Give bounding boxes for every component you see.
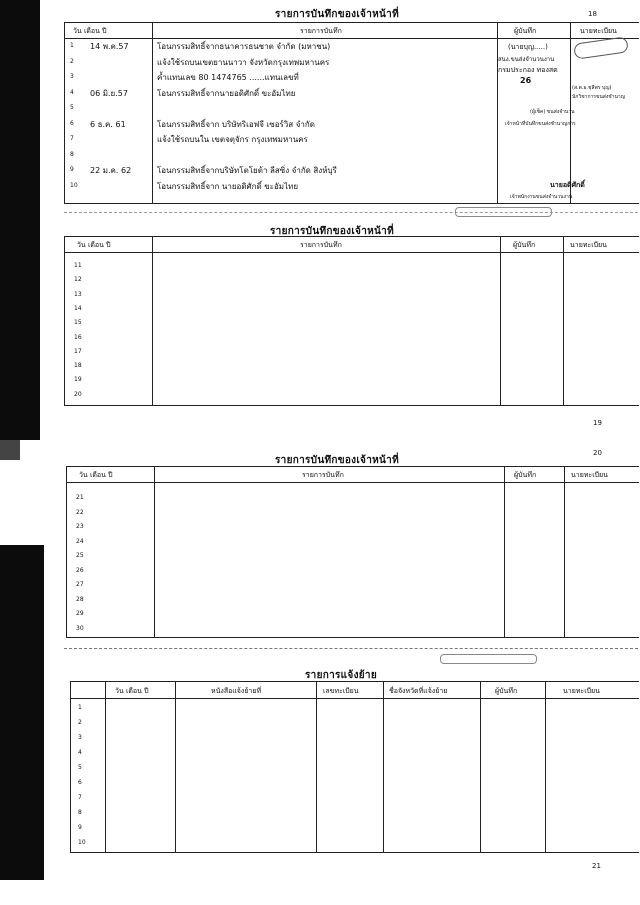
registrar-note-4: เจ้าหน้าที่บันทึกขนส่งชำนาญการ: [505, 121, 576, 127]
page1-row-text: โอนกรรมสิทธิ์จากบริษัทโตโยต้า ลีสซิ่ง จำกัด สิงห์บุรี: [157, 166, 337, 175]
page3-row-number: 28: [76, 595, 84, 603]
page4-col-regno: เลขทะเบียน: [323, 687, 359, 695]
page2-col-recorder: ผู้บันทึก: [513, 241, 536, 249]
recorder-note-3: กรมประกอง ทองสด: [498, 66, 558, 74]
page1-row-number: 10: [70, 181, 78, 189]
page1-row-date: 6 ธ.ค. 61: [90, 119, 126, 129]
page3-col-recorder: ผู้บันทึก: [514, 471, 537, 479]
page1-row-date: 22 ม.ค. 62: [90, 166, 132, 175]
page3-col-record: รายการบันทึก: [302, 471, 344, 479]
page2-row-number: 17: [74, 347, 82, 355]
page2-row-number: 14: [74, 304, 82, 312]
page2-row-number: 11: [74, 262, 82, 269]
recorder-note-1: (นายบุญ.....): [508, 43, 548, 51]
page3-row-number: 24: [76, 537, 84, 545]
registrar-note-3: (ผู้เช็ค) ขนส่งจำนวน: [530, 109, 575, 115]
page1-row-number: 5: [70, 104, 74, 111]
page3-col-registrar: นายทะเบียน: [571, 471, 608, 479]
page1-row-number: 2: [70, 57, 74, 65]
page1-row-text: โอนกรรมสิทธิ์จากธนาคารธนชาต จำกัด (มหาชน): [157, 42, 331, 51]
page2-number: 19: [593, 419, 602, 427]
page3-row-number: 30: [76, 624, 84, 632]
registrar-note-6: เจ้าพนักงานขนส่งจำนวนงาน: [510, 194, 573, 200]
page1-col-record: รายการบันทึก: [300, 27, 342, 35]
page1-row-text: แจ้งใช้รถบนใน เขตจตุจักร กรุงเทพมหานคร: [157, 135, 308, 144]
page2-row-number: 13: [74, 290, 82, 298]
registrar-note-5: นายอดิศักดิ์: [550, 181, 585, 189]
recorder-note-4: 26: [520, 76, 532, 85]
page1-number: 18: [588, 10, 597, 18]
scan-edge-bottom: [0, 545, 44, 880]
page1-row-date: 06 มิ.ย.57: [90, 88, 128, 98]
page1-col-registrar: นายทะเบียน: [580, 27, 617, 35]
page4-transfer-table: [70, 681, 639, 853]
recorder-note-2: สนง.ขนส่งจำนวนงาน: [498, 56, 555, 63]
page4-col-registrar: นายทะเบียน: [563, 687, 600, 695]
page4-number: 21: [592, 862, 601, 870]
scan-edge-top: [0, 0, 40, 440]
page4-row-number: 6: [78, 779, 82, 786]
page3-title: รายการบันทึกของเจ้าหน้าที่: [275, 455, 399, 466]
page4-row-number: 3: [78, 734, 82, 741]
page4-row-number: 7: [78, 794, 82, 801]
page2-row-number: 20: [74, 390, 82, 398]
page4-row-number: 8: [78, 809, 82, 816]
page4-row-number: 2: [78, 719, 82, 726]
page2-col-date: วัน เดือน ปี: [77, 241, 111, 249]
page1-row-date: 14 พ.ค.57: [90, 42, 129, 51]
page4-col-letter: หนังสือแจ้งย้ายที่: [211, 687, 262, 695]
page3-col-date: วัน เดือน ปี: [79, 471, 113, 479]
stray-mark: [455, 207, 552, 217]
page3-row-number: 27: [76, 581, 84, 588]
registrar-note-1: (ส.ต.อ.ชุลีพร บุญ): [572, 85, 612, 91]
page1-row-number: 1: [70, 42, 74, 49]
page4-col-date: วัน เดือน ปี: [115, 687, 149, 695]
page1-row-number: 4: [70, 88, 74, 96]
registrar-note-2: นักวิชาการขนส่งชำนาญ: [572, 94, 625, 100]
page2-row-number: 15: [74, 319, 82, 327]
page1-col-recorder: ผู้บันทึก: [514, 27, 537, 35]
page4-col-recorder: ผู้บันทึก: [495, 687, 518, 695]
page1-row-number: 9: [70, 166, 74, 173]
page1-row-text: โอนกรรมสิทธิ์จากนายอดิศักดิ์ ขะอัมไทย: [157, 88, 296, 98]
page4-title: รายการแจ้งย้าย: [305, 670, 378, 681]
page3-row-number: 21: [76, 494, 84, 501]
page3-record-table: [66, 466, 639, 638]
page1-title: รายการบันทึกของเจ้าหน้าที่: [275, 9, 399, 20]
page4-row-number: 10: [78, 839, 86, 846]
page4-row-number: 4: [78, 749, 82, 756]
page2-row-number: 16: [74, 333, 82, 341]
page1-row-number: 6: [70, 119, 74, 127]
scan-edge-mid: [0, 440, 20, 460]
page1-row-text: โอนกรรมสิทธิ์จาก นายอดิศักดิ์ ขะอัมไทย: [157, 181, 299, 191]
page3-row-number: 22: [76, 508, 84, 516]
page1-row-number: 8: [70, 150, 74, 158]
page2-col-record: รายการบันทึก: [300, 241, 342, 249]
page4-col-province: ชื่อจังหวัดที่แจ้งย้าย: [389, 687, 448, 695]
page3-row-number: 29: [76, 610, 84, 617]
page1-col-date: วัน เดือน ปี: [73, 27, 107, 35]
page2-row-number: 12: [74, 276, 82, 284]
page3-number: 20: [593, 449, 602, 457]
page1-row-text: แจ้งใช้รถบนเขตยานนาวา จังหวัดกรุงเทพมหานคร: [157, 57, 330, 67]
page1-row-number: 3: [70, 73, 74, 80]
page2-title: รายการบันทึกของเจ้าหน้าที่: [270, 226, 394, 237]
page2-record-table: [64, 236, 639, 406]
page1-row-text: ค้ำแทนเลข 80 1474765 ......แทนเลขที่: [157, 73, 299, 82]
page1-row-number: 7: [70, 135, 74, 142]
page2-col-registrar: นายทะเบียน: [570, 241, 607, 249]
page4-row-number: 1: [78, 704, 82, 711]
page4-row-number: 5: [78, 764, 82, 771]
page1-row-text: โอนกรรมสิทธิ์จาก บริษัทริเอฟจี เซอร์วิส จำกัด: [157, 119, 315, 129]
page3-row-number: 26: [76, 566, 84, 574]
page2-row-number: 19: [74, 376, 82, 384]
page4-row-number: 9: [78, 824, 82, 831]
stray-mark-2: [440, 654, 537, 664]
page2-row-number: 18: [74, 362, 82, 370]
page3-row-number: 25: [76, 552, 84, 559]
page3-row-number: 23: [76, 523, 84, 530]
